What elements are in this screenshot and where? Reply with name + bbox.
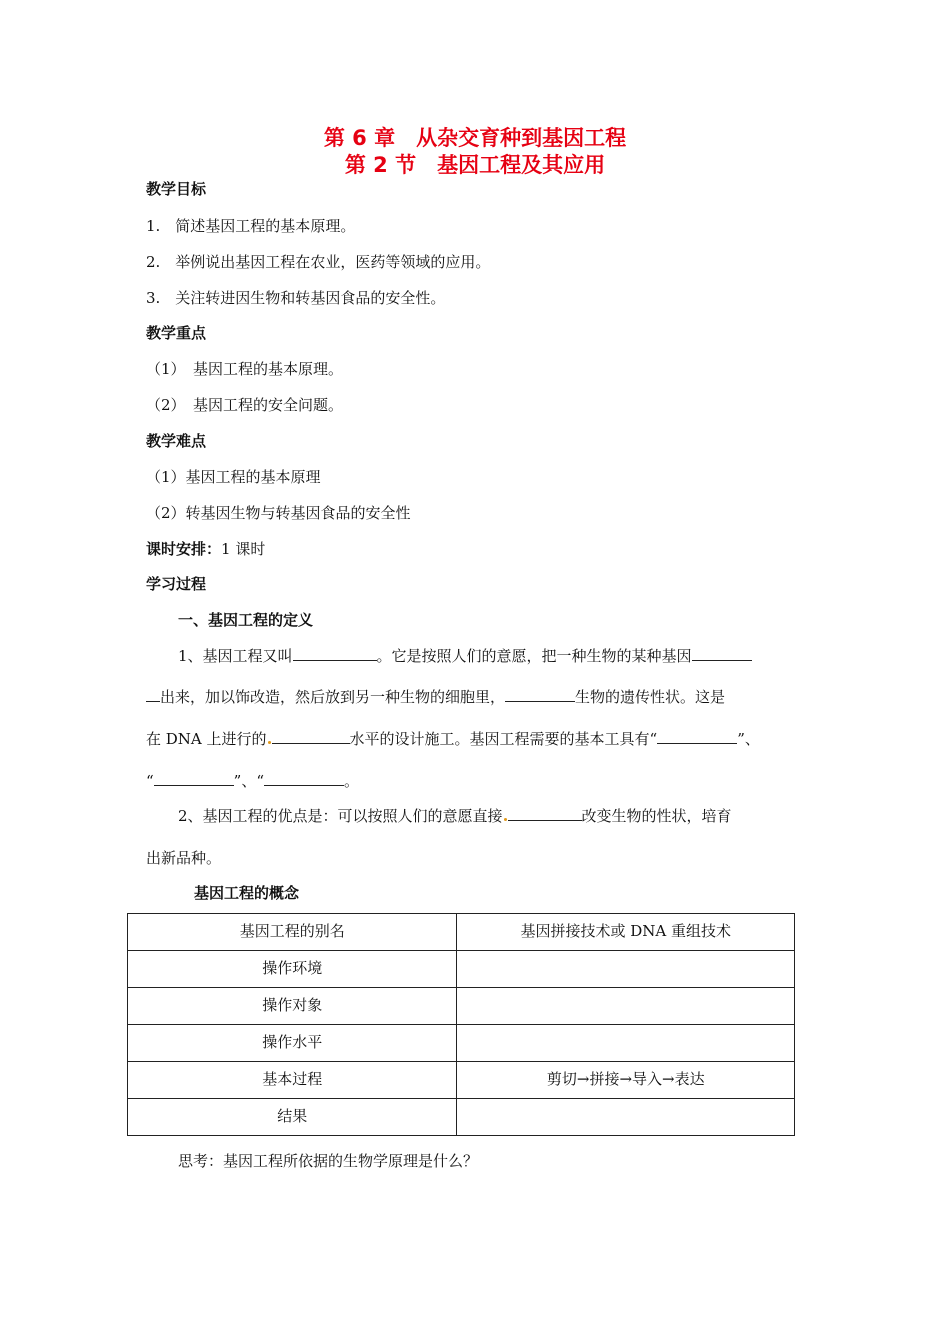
answer-blank[interactable]	[657, 729, 737, 744]
table-row	[128, 1099, 795, 1136]
row-value[interactable]	[457, 988, 795, 1025]
row-value[interactable]	[457, 1025, 795, 1062]
q2-text: 2、基因工程的优点是：可以按照人们的意愿直接	[178, 807, 503, 825]
objective-item: 2. 举例说出基因工程在农业，医药等领域的应用。	[146, 253, 491, 271]
q1-text: 出来，加以饰改造，然后放到另一种生物的细胞里，	[160, 688, 506, 706]
q1-text: ”、	[737, 730, 760, 748]
q1-line-2	[146, 686, 725, 707]
answer-blank[interactable]	[508, 806, 582, 821]
q1-text: 。它是按照人们的意愿，把一种生物的某种基因	[376, 647, 692, 665]
row-label: 结果	[128, 1099, 457, 1136]
objective-item: 1. 简述基因工程的基本原理。	[146, 217, 356, 235]
row-value: 基因拼接技术或 DNA 重组技术	[457, 914, 795, 951]
answer-blank[interactable]	[505, 687, 575, 702]
section-title: 第 2 节 基因工程及其应用	[344, 153, 606, 177]
row-value: 剪切→拼接→导入→表达	[457, 1062, 795, 1099]
q1-text: 水平的设计施工。基因工程需要的基本工具有“	[349, 730, 658, 748]
row-label: 操作水平	[128, 1025, 457, 1062]
section1-title: 一、基因工程的定义	[178, 611, 314, 629]
table-row	[128, 988, 795, 1025]
think-question: 思考：基因工程所依据的生物学原理是什么？	[178, 1152, 479, 1170]
chapter-title: 第 6 章 从杂交育种到基因工程	[323, 126, 627, 150]
q1-text: “	[146, 772, 154, 790]
key-points-heading: 教学重点	[146, 324, 207, 342]
row-label: 基本过程	[128, 1062, 457, 1099]
q1-text: 生物的遗传性状。这是	[575, 688, 726, 706]
answer-blank[interactable]	[272, 729, 350, 744]
q1-text: 在 DNA 上进行的	[146, 730, 267, 748]
schedule-value: 1 课时	[221, 540, 266, 558]
concept-table-caption: 基因工程的概念	[194, 884, 300, 902]
q1-line-3	[146, 728, 760, 749]
table-row	[128, 951, 795, 988]
table-row	[128, 1062, 795, 1099]
table-row	[128, 914, 795, 951]
row-value[interactable]	[457, 951, 795, 988]
table-row	[128, 1025, 795, 1062]
difficulty-item: （2）转基因生物与转基因食品的安全性	[146, 504, 411, 522]
schedule-label: 课时安排：	[146, 540, 222, 558]
process-heading: 学习过程	[146, 575, 207, 593]
key-point-item: （2） 基因工程的安全问题。	[146, 396, 344, 414]
concept-table	[127, 913, 795, 1136]
q2-text: 改变生物的性状，培育	[581, 807, 732, 825]
row-label: 基因工程的别名	[128, 914, 457, 951]
objectives-heading: 教学目标	[146, 180, 207, 198]
answer-blank[interactable]	[264, 771, 344, 786]
row-label: 操作对象	[128, 988, 457, 1025]
q1-line-1	[178, 645, 752, 666]
answer-blank[interactable]	[154, 771, 234, 786]
key-point-item: （1） 基因工程的基本原理。	[146, 360, 344, 378]
row-value[interactable]	[457, 1099, 795, 1136]
answer-blank[interactable]	[293, 646, 377, 661]
row-label: 操作环境	[128, 951, 457, 988]
answer-blank[interactable]	[692, 646, 752, 661]
q2-line-2: 出新品种。	[146, 849, 222, 867]
mark-dot	[268, 741, 271, 744]
q2-line-1	[178, 805, 732, 826]
q1-text: 1、基因工程又叫	[178, 647, 293, 665]
answer-blank[interactable]	[146, 687, 160, 702]
mark-dot	[504, 818, 507, 821]
q1-text: ”、“	[233, 772, 265, 790]
difficulty-item: （1）基因工程的基本原理	[146, 468, 321, 486]
q1-line-4	[146, 770, 359, 791]
schedule-line	[146, 538, 265, 559]
objective-item: 3. 关注转进因生物和转基因食品的安全性。	[146, 289, 446, 307]
difficulties-heading: 教学难点	[146, 432, 207, 450]
q1-text: 。	[344, 772, 360, 790]
